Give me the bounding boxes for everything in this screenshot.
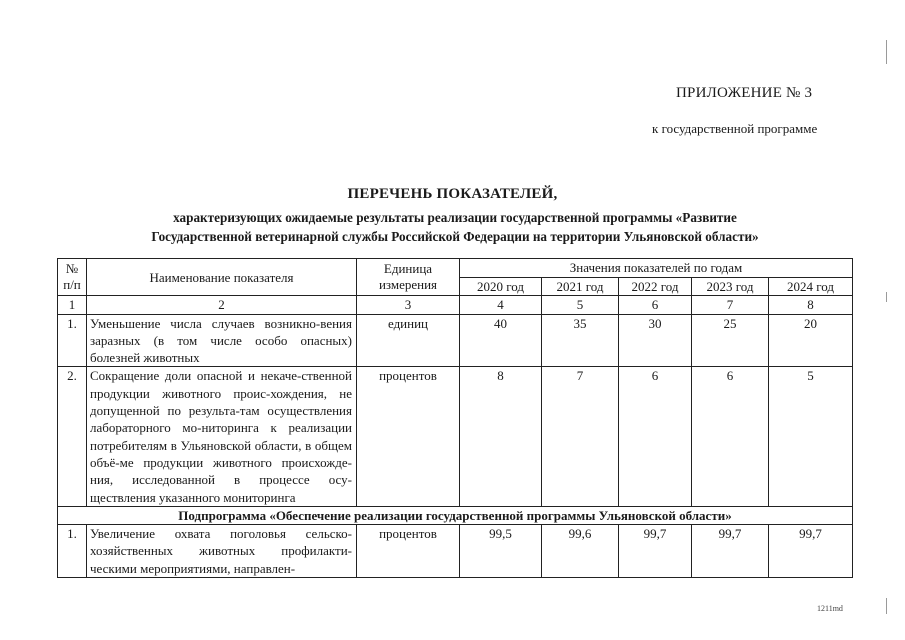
appendix-title: ПРИЛОЖЕНИЕ № 3 — [676, 85, 813, 101]
row-number: 1. — [58, 525, 87, 578]
indicator-value: 99,5 — [460, 525, 542, 578]
table-row — [58, 314, 853, 367]
document-subtitle — [60, 208, 850, 246]
indicator-value: 30 — [619, 314, 692, 367]
indicator-value: 20 — [769, 314, 853, 367]
header-values-group: Значения показателей по годам — [460, 259, 853, 278]
indicator-unit: процентов — [357, 525, 460, 578]
column-number-row — [58, 296, 853, 314]
header-year: 2023 год — [692, 278, 769, 296]
indicator-name: Уменьшение числа случаев возникно-вения заразных (в том числе особо опасных) болезней животных — [87, 314, 357, 367]
column-number: 5 — [542, 296, 619, 314]
indicator-unit: единиц — [357, 314, 460, 367]
column-number: 1 — [58, 296, 87, 314]
indicator-unit: процентов — [357, 367, 460, 506]
header-year: 2022 год — [619, 278, 692, 296]
column-number: 8 — [769, 296, 853, 314]
indicator-value: 7 — [542, 367, 619, 506]
header-indicator-name: Наименование показателя — [87, 259, 357, 296]
subprogram-title: Подпрограмма «Обеспечение реализации государственной программы Ульяновской области» — [58, 506, 853, 524]
indicator-value: 99,7 — [769, 525, 853, 578]
header-number: № п/п — [58, 259, 87, 296]
column-number: 3 — [357, 296, 460, 314]
appendix-subtitle: к государственной программе — [652, 121, 818, 136]
document-code: 1211md — [817, 604, 843, 613]
indicator-value: 35 — [542, 314, 619, 367]
column-number: 6 — [619, 296, 692, 314]
row-number: 2. — [58, 367, 87, 506]
subprogram-row — [58, 506, 853, 524]
indicator-name: Увеличение охвата поголовья сельско-хозяйственных животных профилакти-ческими мероприятиями, направлен- — [87, 525, 357, 578]
document-title: ПЕРЕЧЕНЬ ПОКАЗАТЕЛЕЙ, — [347, 186, 558, 202]
indicator-name: Сокращение доли опасной и некаче-ственной продукции животного проис-хождения, не допущенной по результа-там осуществления лабораторного мо-ниторинга к реализации потребителям в Ульяновской области, в общем объё-ме продукции животного происхожде-ния, исследованной в процессе осу-ществления указанного мониторинга — [87, 367, 357, 506]
column-number: 7 — [692, 296, 769, 314]
scan-edge-mark — [886, 598, 887, 614]
table-header-row-1 — [58, 259, 853, 278]
indicator-value: 6 — [692, 367, 769, 506]
document-subtitle-line-2: Государственной ветеринарной службы Российской Федерации на территории Ульяновской области» — [151, 229, 759, 244]
header-unit: Единица измерения — [357, 259, 460, 296]
indicator-value: 99,7 — [619, 525, 692, 578]
column-number: 4 — [460, 296, 542, 314]
indicator-value: 5 — [769, 367, 853, 506]
indicator-value: 8 — [460, 367, 542, 506]
table-row — [58, 525, 853, 578]
header-year: 2020 год — [460, 278, 542, 296]
indicators-table — [57, 258, 853, 578]
indicator-value: 6 — [619, 367, 692, 506]
header-year: 2021 год — [542, 278, 619, 296]
scan-edge-mark — [886, 40, 887, 64]
indicator-value: 99,7 — [692, 525, 769, 578]
indicator-value: 99,6 — [542, 525, 619, 578]
row-number: 1. — [58, 314, 87, 367]
indicator-value: 40 — [460, 314, 542, 367]
header-year: 2024 год — [769, 278, 853, 296]
column-number: 2 — [87, 296, 357, 314]
scan-edge-mark — [886, 292, 887, 302]
document-subtitle-line-1: характеризующих ожидаемые результаты реализации государственной программы «Развитие — [173, 210, 737, 225]
indicator-value: 25 — [692, 314, 769, 367]
table-row — [58, 367, 853, 506]
